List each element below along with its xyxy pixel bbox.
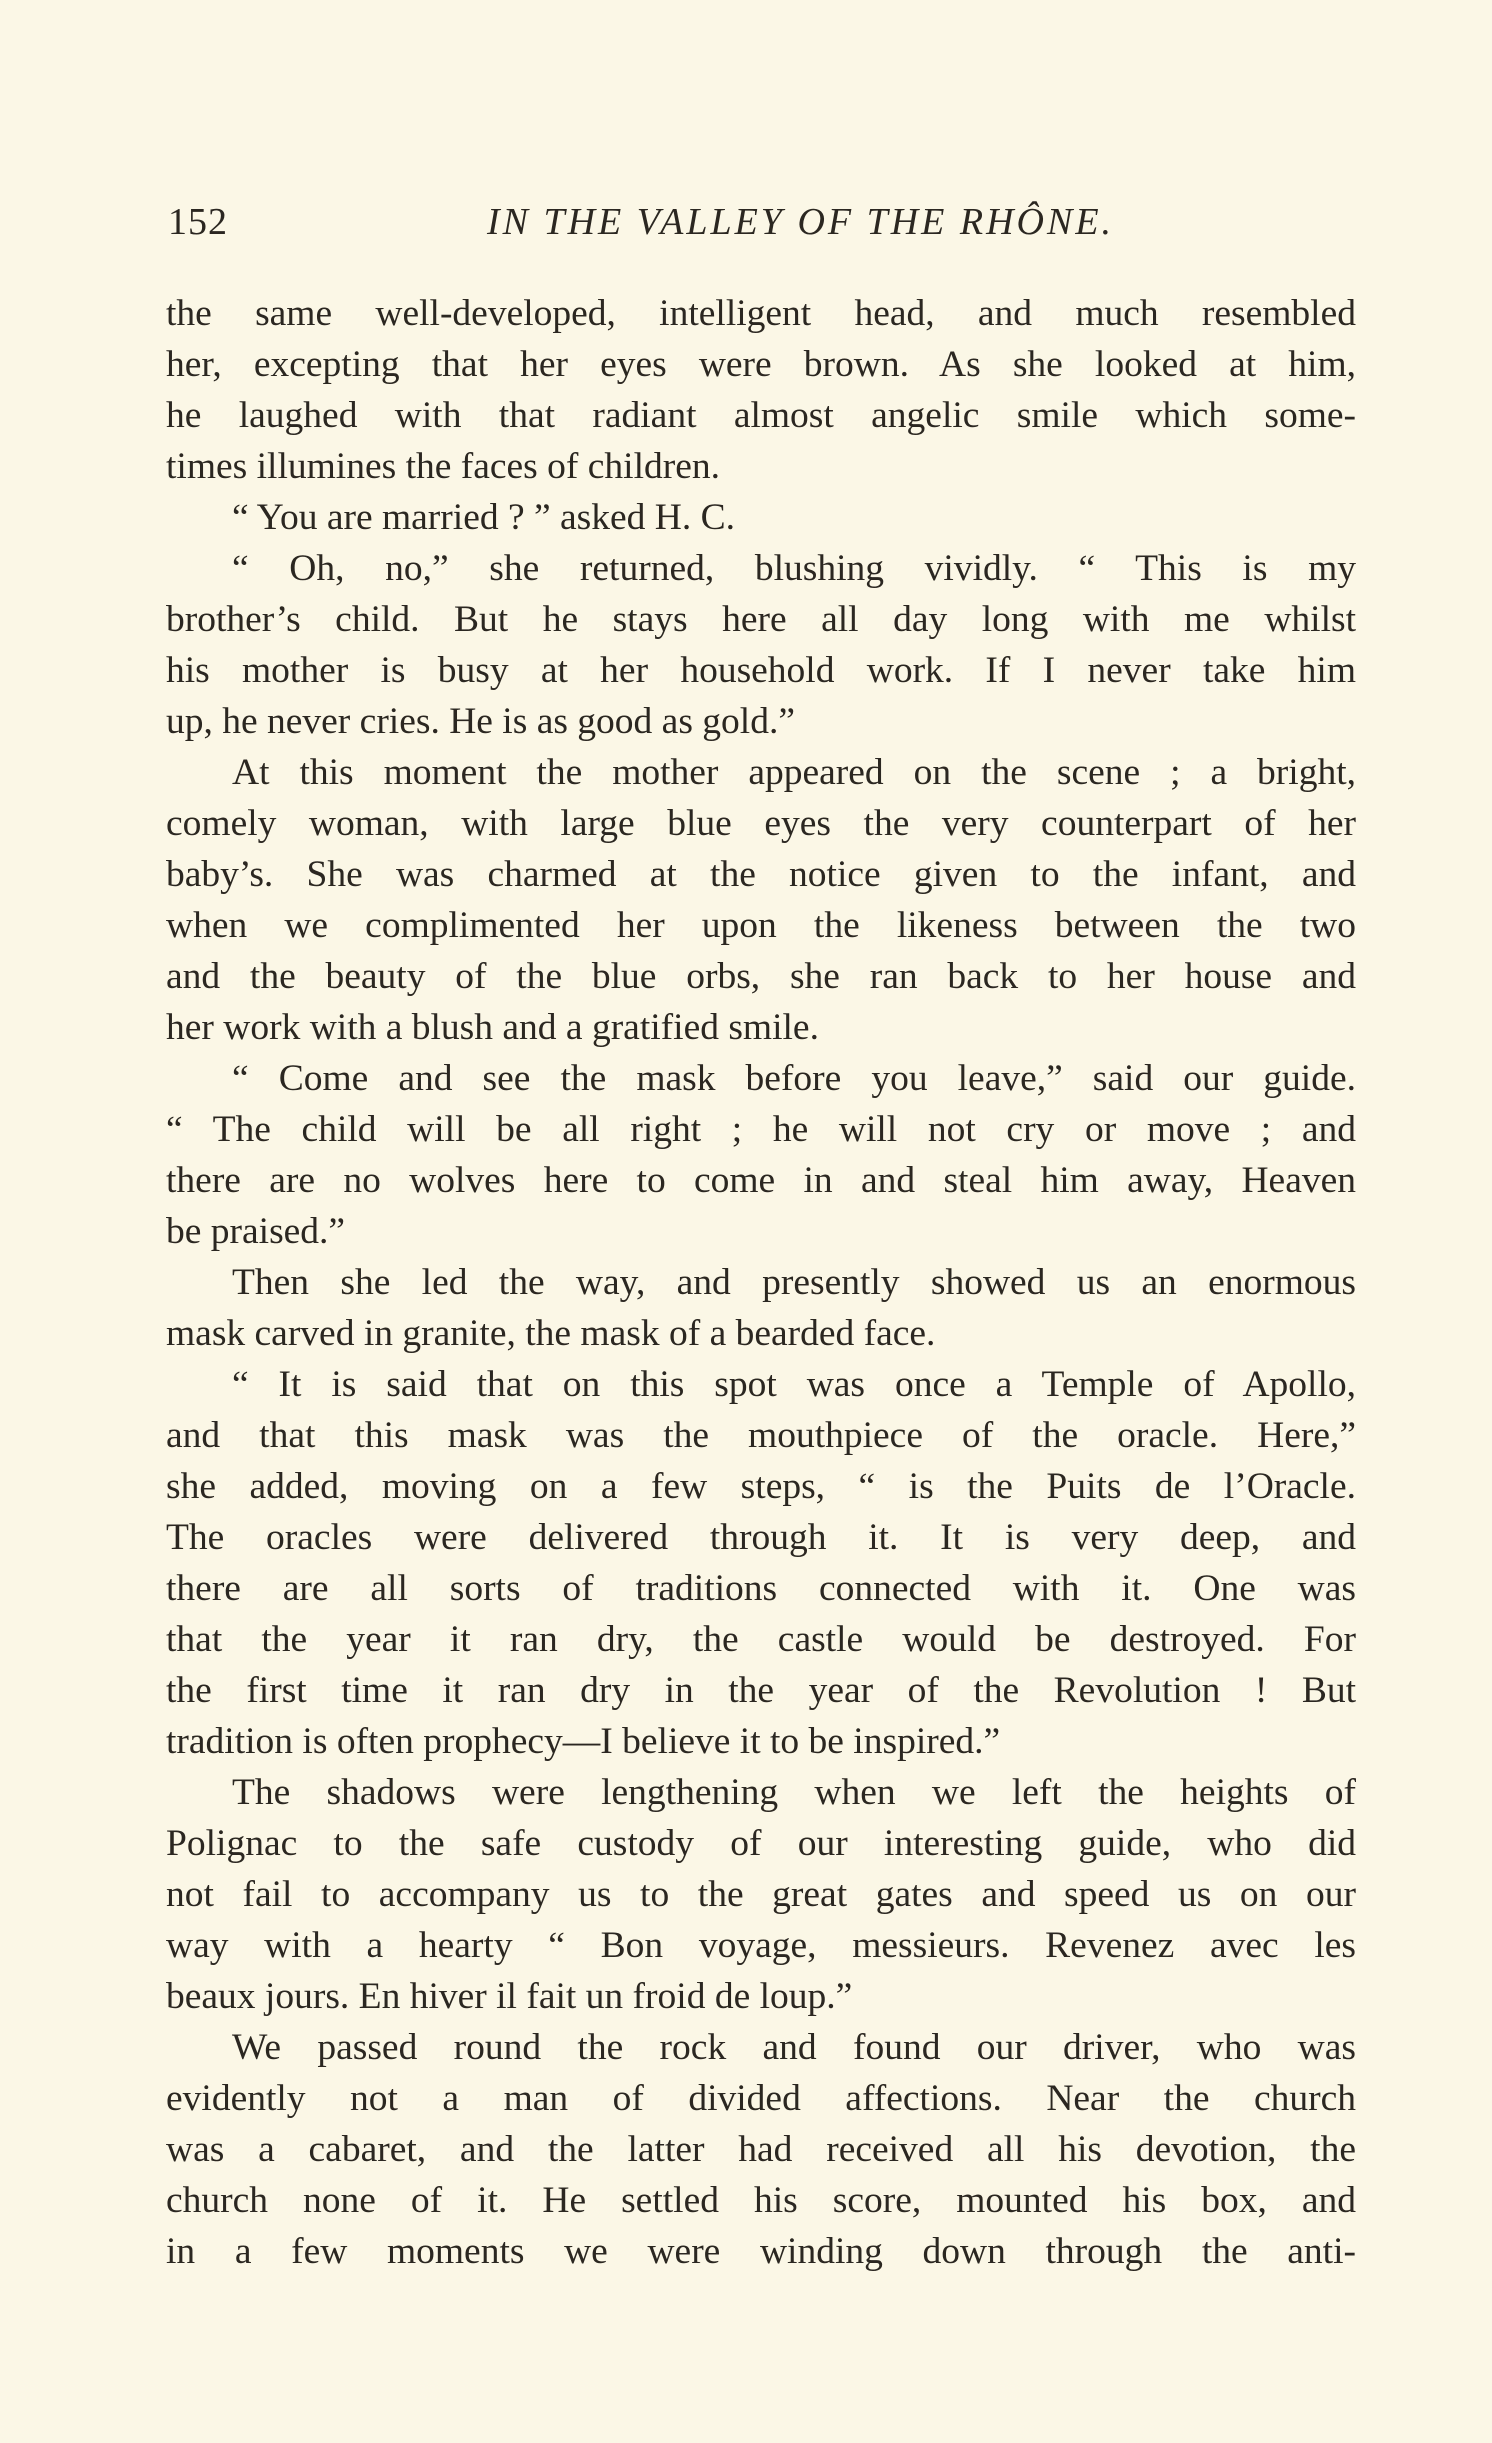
text-line: “ Come and see the mask before you leave,” said our guide.: [232, 1058, 1356, 1099]
text-line: there are all sorts of traditions connected with it. One was: [166, 1568, 1356, 1609]
text-line: At this moment the mother appeared on the scene ; a bright,: [232, 752, 1356, 793]
text-line: mask carved in granite, the mask of a bearded face.: [166, 1313, 936, 1354]
text-line: when we complimented her upon the likeness between the two: [166, 905, 1356, 946]
text-line: there are no wolves here to come in and steal him away, Heaven: [166, 1160, 1356, 1201]
text-line: the same well-developed, intelligent head, and much resembled: [166, 293, 1356, 334]
running-head: IN THE VALLEY OF THE RHÔNE.: [486, 201, 1115, 243]
text-line: the first time it ran dry in the year of the Revolution ! But: [166, 1670, 1356, 1711]
text-line: and that this mask was the mouthpiece of the oracle. Here,”: [166, 1415, 1356, 1456]
text-line: “ The child will be all right ; he will not cry or move ; and: [166, 1109, 1356, 1150]
text-line: beaux jours. En hiver il fait un froid de loup.”: [166, 1976, 853, 2017]
text-line: not fail to accompany us to the great gates and speed us on our: [166, 1874, 1356, 1915]
text-line: tradition is often prophecy—I believe it to be inspired.”: [166, 1721, 1001, 1762]
text-line: evidently not a man of divided affections. Near the church: [166, 2078, 1356, 2119]
text-line: his mother is busy at her household work. If I never take him: [166, 650, 1356, 691]
text-line: her, excepting that her eyes were brown. As she looked at him,: [166, 344, 1356, 385]
text-line: in a few moments we were winding down through the anti-: [166, 2231, 1356, 2272]
text-line: comely woman, with large blue eyes the very counterpart of her: [166, 803, 1356, 844]
text-line: “ Oh, no,” she returned, blushing vividly. “ This is my: [232, 548, 1356, 589]
text-line: her work with a blush and a gratified smile.: [166, 1007, 819, 1048]
text-line: church none of it. He settled his score, mounted his box, and: [166, 2180, 1356, 2221]
text-line: he laughed with that radiant almost angelic smile which some-: [166, 395, 1356, 436]
text-line: way with a hearty “ Bon voyage, messieurs. Revenez avec les: [166, 1925, 1356, 1966]
text-line: “ You are married ? ” asked H. C.: [232, 497, 735, 538]
text-line: be praised.”: [166, 1211, 346, 1252]
page-header: [168, 200, 1373, 250]
text-line: brother’s child. But he stays here all day long with me whilst: [166, 599, 1356, 640]
text-line: baby’s. She was charmed at the notice given to the infant, and: [166, 854, 1356, 895]
text-line: Polignac to the safe custody of our interesting guide, who did: [166, 1823, 1356, 1864]
text-line: she added, moving on a few steps, “ is the Puits de l’Oracle.: [166, 1466, 1356, 1507]
text-line: was a cabaret, and the latter had received all his devotion, the: [166, 2129, 1356, 2170]
text-line: and the beauty of the blue orbs, she ran back to her house and: [166, 956, 1356, 997]
text-line: The shadows were lengthening when we left the heights of: [232, 1772, 1356, 1813]
text-line: Then she led the way, and presently showed us an enormous: [232, 1262, 1356, 1303]
text-line: We passed round the rock and found our driver, who was: [232, 2027, 1356, 2068]
page-number: 152: [168, 201, 228, 243]
text-line: “ It is said that on this spot was once a Temple of Apollo,: [232, 1364, 1356, 1405]
text-line: up, he never cries. He is as good as gold.”: [166, 701, 795, 742]
text-line: times illumines the faces of children.: [166, 446, 721, 487]
text-line: that the year it ran dry, the castle would be destroyed. For: [166, 1619, 1356, 1660]
body-text: [166, 288, 1356, 2277]
text-line: The oracles were delivered through it. It is very deep, and: [166, 1517, 1356, 1558]
